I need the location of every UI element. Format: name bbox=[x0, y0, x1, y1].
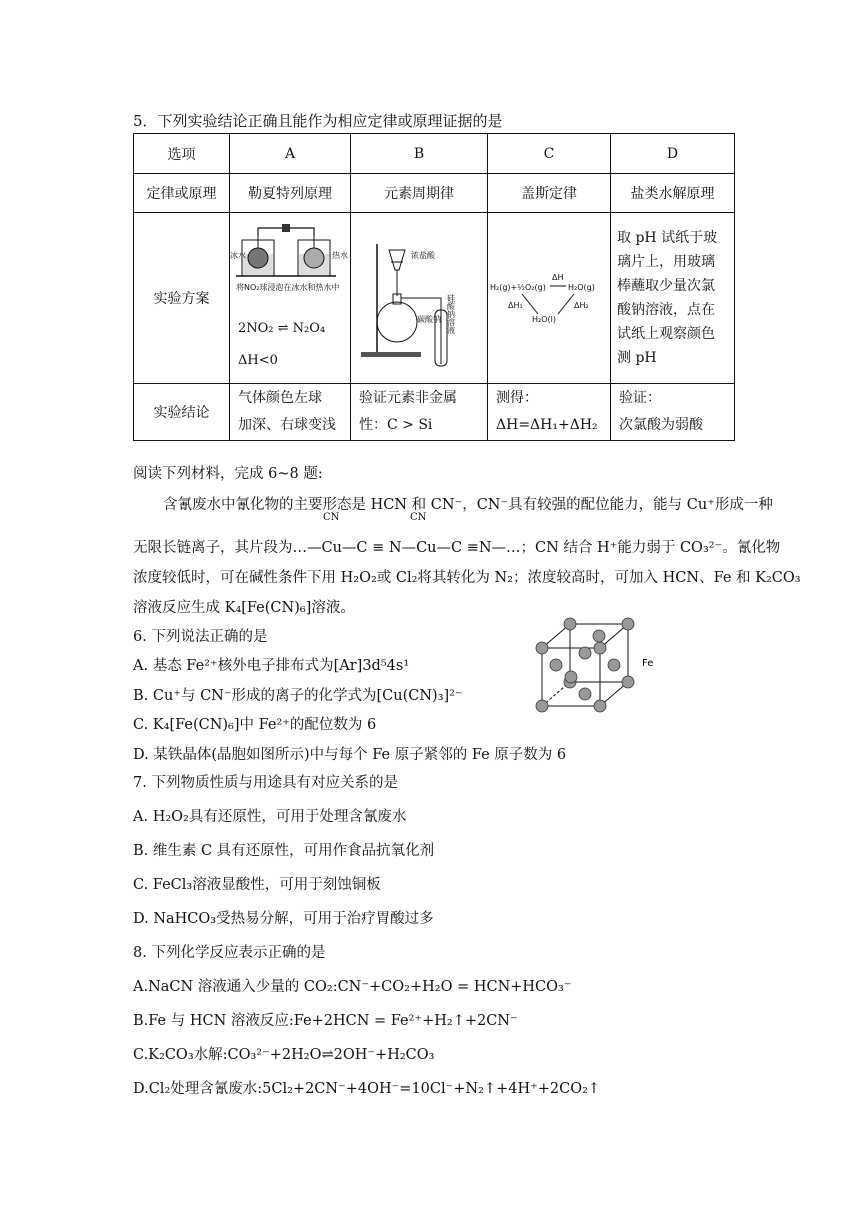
header-cell: A bbox=[230, 134, 351, 174]
reading-paragraph-line3: 浓度较低时，可在碱性条件下用 H₂O₂或 Cl₂将其转化为 N₂；浓度较高时，可加入 HCN、Fe 和 K₂CO₃ bbox=[133, 570, 801, 586]
reading-paragraph-line4: 溶液反应生成 K₄[Fe(CN)₆]溶液。 bbox=[133, 600, 355, 616]
dh2-label: ΔH₂ bbox=[574, 301, 589, 310]
sodium-carbonate-label: 碳酸钠 bbox=[417, 315, 441, 324]
plan-c-cell bbox=[488, 213, 611, 384]
conclusion-a: 气体颜色左球 加深、右球变浅 bbox=[230, 384, 351, 441]
header-cell: C bbox=[488, 134, 611, 174]
table-cell: 实验方案 bbox=[134, 213, 230, 384]
question-8-title: 8. 下列化学反应表示正确的是 bbox=[133, 945, 326, 961]
experiment-table bbox=[133, 133, 735, 441]
question-7-option-d: D. NaHCO₃受热易分解，可用于治疗胃酸过多 bbox=[133, 911, 434, 927]
table-cell: 实验结论 bbox=[134, 384, 230, 441]
flask-caption: 将NO₂球浸泡在冰水和热水中 bbox=[236, 283, 340, 292]
hot-water-label: 热水 bbox=[332, 251, 348, 260]
table-row-law bbox=[134, 174, 735, 213]
question-5-title: 5．下列实验结论正确且能作为相应定律或原理证据的是 bbox=[133, 112, 503, 130]
reading-paragraph-line1: 含氰废水中氰化物的主要形态是 HCN 和 CN⁻，CN⁻具有较强的配位能力，能与 Cu⁺形成一种 bbox=[163, 497, 773, 513]
question-6-option-c: C. K₄[Fe(CN)₆]中 Fe²⁺的配位数为 6 bbox=[133, 717, 377, 733]
question-8-option-c: C.K₂CO₃水解:CO₃²⁻+2H₂O⇌2OH⁻+H₂CO₃ bbox=[133, 1047, 435, 1063]
table-cell: 勒夏特列原理 bbox=[230, 174, 351, 213]
table-cell: 元素周期律 bbox=[351, 174, 488, 213]
question-7-title: 7. 下列物质性质与用途具有对应关系的是 bbox=[133, 775, 398, 791]
cn-branch-label: CN bbox=[410, 512, 427, 523]
question-8-option-d: D.Cl₂处理含氰废水:5Cl₂+2CN⁻+4OH⁻=10Cl⁻+N₂↑+4H⁺+2CO₂↑ bbox=[133, 1081, 601, 1097]
question-8-option-a: A.NaCN 溶液通入少量的 CO₂:CN⁻+CO₂+H₂O = HCN+HCO₃⁻ bbox=[133, 979, 572, 995]
acid-apparatus-diagram bbox=[351, 214, 486, 382]
sodium-silicate-label: 硅酸钠溶液 bbox=[446, 294, 456, 334]
header-cell: B bbox=[351, 134, 488, 174]
cold-water-label: 冰水 bbox=[230, 251, 246, 260]
table-cell: 定律或原理 bbox=[134, 174, 230, 213]
enthalpy-condition: ΔH<0 bbox=[238, 353, 278, 368]
equilibrium-equation: 2NO₂ ⇌ N₂O₄ bbox=[238, 321, 326, 336]
hydrochloric-acid-label: 浓盐酸 bbox=[411, 251, 435, 260]
plan-d-text: 取 pH 试纸于玻璃片上，用玻璃棒蘸取少量次氯酸钠溶液，点在试纸上观察颜色测 pH bbox=[611, 213, 735, 384]
table-header-row bbox=[134, 134, 735, 174]
plan-b-cell bbox=[351, 213, 488, 384]
question-6-option-d: D. 某铁晶体(晶胞如图所示)中与每个 Fe 原子紧邻的 Fe 原子数为 6 bbox=[133, 747, 567, 763]
header-cell: 选项 bbox=[134, 134, 230, 174]
fe-label: Fe bbox=[642, 658, 654, 669]
reactants-label: H₂(g)+½O₂(g) bbox=[490, 283, 546, 292]
question-7-option-b: B. 维生素 C 具有还原性，可用作食品抗氧化剂 bbox=[133, 843, 435, 859]
table-cell: 盖斯定律 bbox=[488, 174, 611, 213]
reading-paragraph-line2: 无限长链离子，其片段为…—Cu—C ≡ N—Cu—C ≡N—…；CN 结合 H⁺能力弱于 CO₃²⁻。氰化物 bbox=[133, 540, 781, 556]
water-liquid-label: H₂O(l) bbox=[532, 315, 556, 324]
conclusion-b: 验证元素非金属 性：C > Si bbox=[351, 384, 488, 441]
conclusion-c: 测得： ΔH=ΔH₁+ΔH₂ bbox=[488, 384, 611, 441]
question-7-option-a: A. H₂O₂具有还原性，可用于处理含氰废水 bbox=[133, 809, 407, 825]
table-cell: 盐类水解原理 bbox=[611, 174, 735, 213]
conclusion-d: 验证： 次氯酸为弱酸 bbox=[611, 384, 735, 441]
plan-a-cell bbox=[230, 213, 351, 384]
header-cell: D bbox=[611, 134, 735, 174]
dh-label: ΔH bbox=[552, 273, 564, 282]
question-6-title: 6. 下列说法正确的是 bbox=[133, 629, 268, 645]
question-6-option-a: A. 基态 Fe²⁺核外电子排布式为[Ar]3d⁵4s¹ bbox=[133, 658, 410, 674]
reading-intro: 阅读下列材料，完成 6~8 题: bbox=[133, 466, 323, 482]
water-gas-label: H₂O(g) bbox=[568, 283, 595, 292]
cn-branch-label: CN bbox=[323, 512, 340, 523]
bcc-iron-unit-cell bbox=[530, 616, 670, 716]
table-row-conclusion bbox=[134, 384, 735, 441]
dh1-label: ΔH₁ bbox=[508, 301, 523, 310]
question-6-option-b: B. Cu⁺与 CN⁻形成的离子的化学式为[Cu(CN)₃]²⁻ bbox=[133, 688, 463, 704]
table-row-plan bbox=[134, 213, 735, 384]
question-7-option-c: C. FeCl₃溶液显酸性，可用于刻蚀铜板 bbox=[133, 877, 381, 893]
hess-cycle-diagram bbox=[488, 214, 609, 382]
question-8-option-b: B.Fe 与 HCN 溶液反应:Fe+2HCN = Fe²⁺+H₂↑+2CN⁻ bbox=[133, 1013, 518, 1029]
